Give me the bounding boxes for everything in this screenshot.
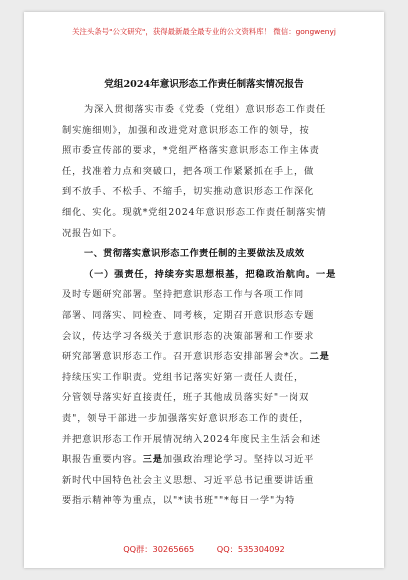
body-line: 况报告如下。 <box>62 227 123 239</box>
document-page <box>24 12 384 568</box>
body-text: 研究部署意识形态工作。召开意识形态安排部署会*次。 <box>62 351 310 363</box>
body-line: 任，找准着力点和突破口，把各项工作紧紧抓在手上，做 <box>62 165 315 177</box>
promo-banner: 关注头条号"公文研究"，获得最新最全最专业的公文资料库！ 微信：gongwenyj <box>72 27 336 36</box>
body-line: 会议，传达学习各级关于意识形态的决策部署和工作要求 <box>62 330 315 342</box>
body-line: 新时代中国特色社会主义思想、习近平总书记重要讲话重 <box>62 474 315 486</box>
point-marker: 三是 <box>142 454 163 466</box>
body-line: 责"，领导干部进一步加强落实好意识形态工作的责任， <box>62 412 310 424</box>
contact-footer <box>24 544 384 555</box>
section-heading: 一、贯彻落实意识形态工作责任制的主要做法及成效 <box>84 248 305 260</box>
body-line: 持续压实工作职责。党组书记落实好第一责任人责任， <box>62 371 305 383</box>
body-line: 到不放手、不松手、不缩手，切实推动意识形态工作深化 <box>62 186 315 198</box>
subsection-label: （一）强责任，持续夯实思想根基，把稳政治航向。 <box>84 268 317 280</box>
body-line-with-marker <box>62 347 352 368</box>
body-line: 照市委宣传部的要求，*党组严格落实意识形态工作主体责 <box>62 145 320 157</box>
body-line: 并把意识形态工作开展情况纳入2024年度民主生活会和述 <box>62 433 321 445</box>
body-line: 部署、同落实、同检查、同考核，定期召开意识形态专题 <box>62 309 315 321</box>
body-line: 及时专题研究部署。坚持把意识形态工作与各项工作同 <box>62 289 305 301</box>
subsection-first-line <box>62 265 352 286</box>
body-line: 分管领导落实好直接责任，班子其他成员落实好"一岗双 <box>62 392 310 404</box>
body-text: 职报告重要内容。 <box>62 454 143 466</box>
body-text: 加强政治理论学习。坚持以习近平 <box>162 454 315 466</box>
body-line: 细化、实化。现就*党组2024年意识形态工作责任制落实情 <box>62 206 327 218</box>
qq-group-label: QQ群：30265665 <box>123 544 195 554</box>
body-line: 要指示精神等为重点，以"*读书班""*每日一学"为特 <box>62 495 296 507</box>
document-body <box>62 100 352 512</box>
body-line: 制实施细则》，加强和改进党对意识形态工作的领导，按 <box>62 124 310 136</box>
point-marker: 二是 <box>309 351 330 363</box>
point-marker: 一是 <box>316 268 337 280</box>
document-title: 党组2024年意识形态工作责任制落实情况报告 <box>104 79 304 90</box>
body-line-with-marker <box>62 450 352 471</box>
qq-contact-label: QQ：535304092 <box>216 544 285 554</box>
body-line: 为深入贯彻落实市委《党委（党组）意识形态工作责任 <box>84 104 327 115</box>
